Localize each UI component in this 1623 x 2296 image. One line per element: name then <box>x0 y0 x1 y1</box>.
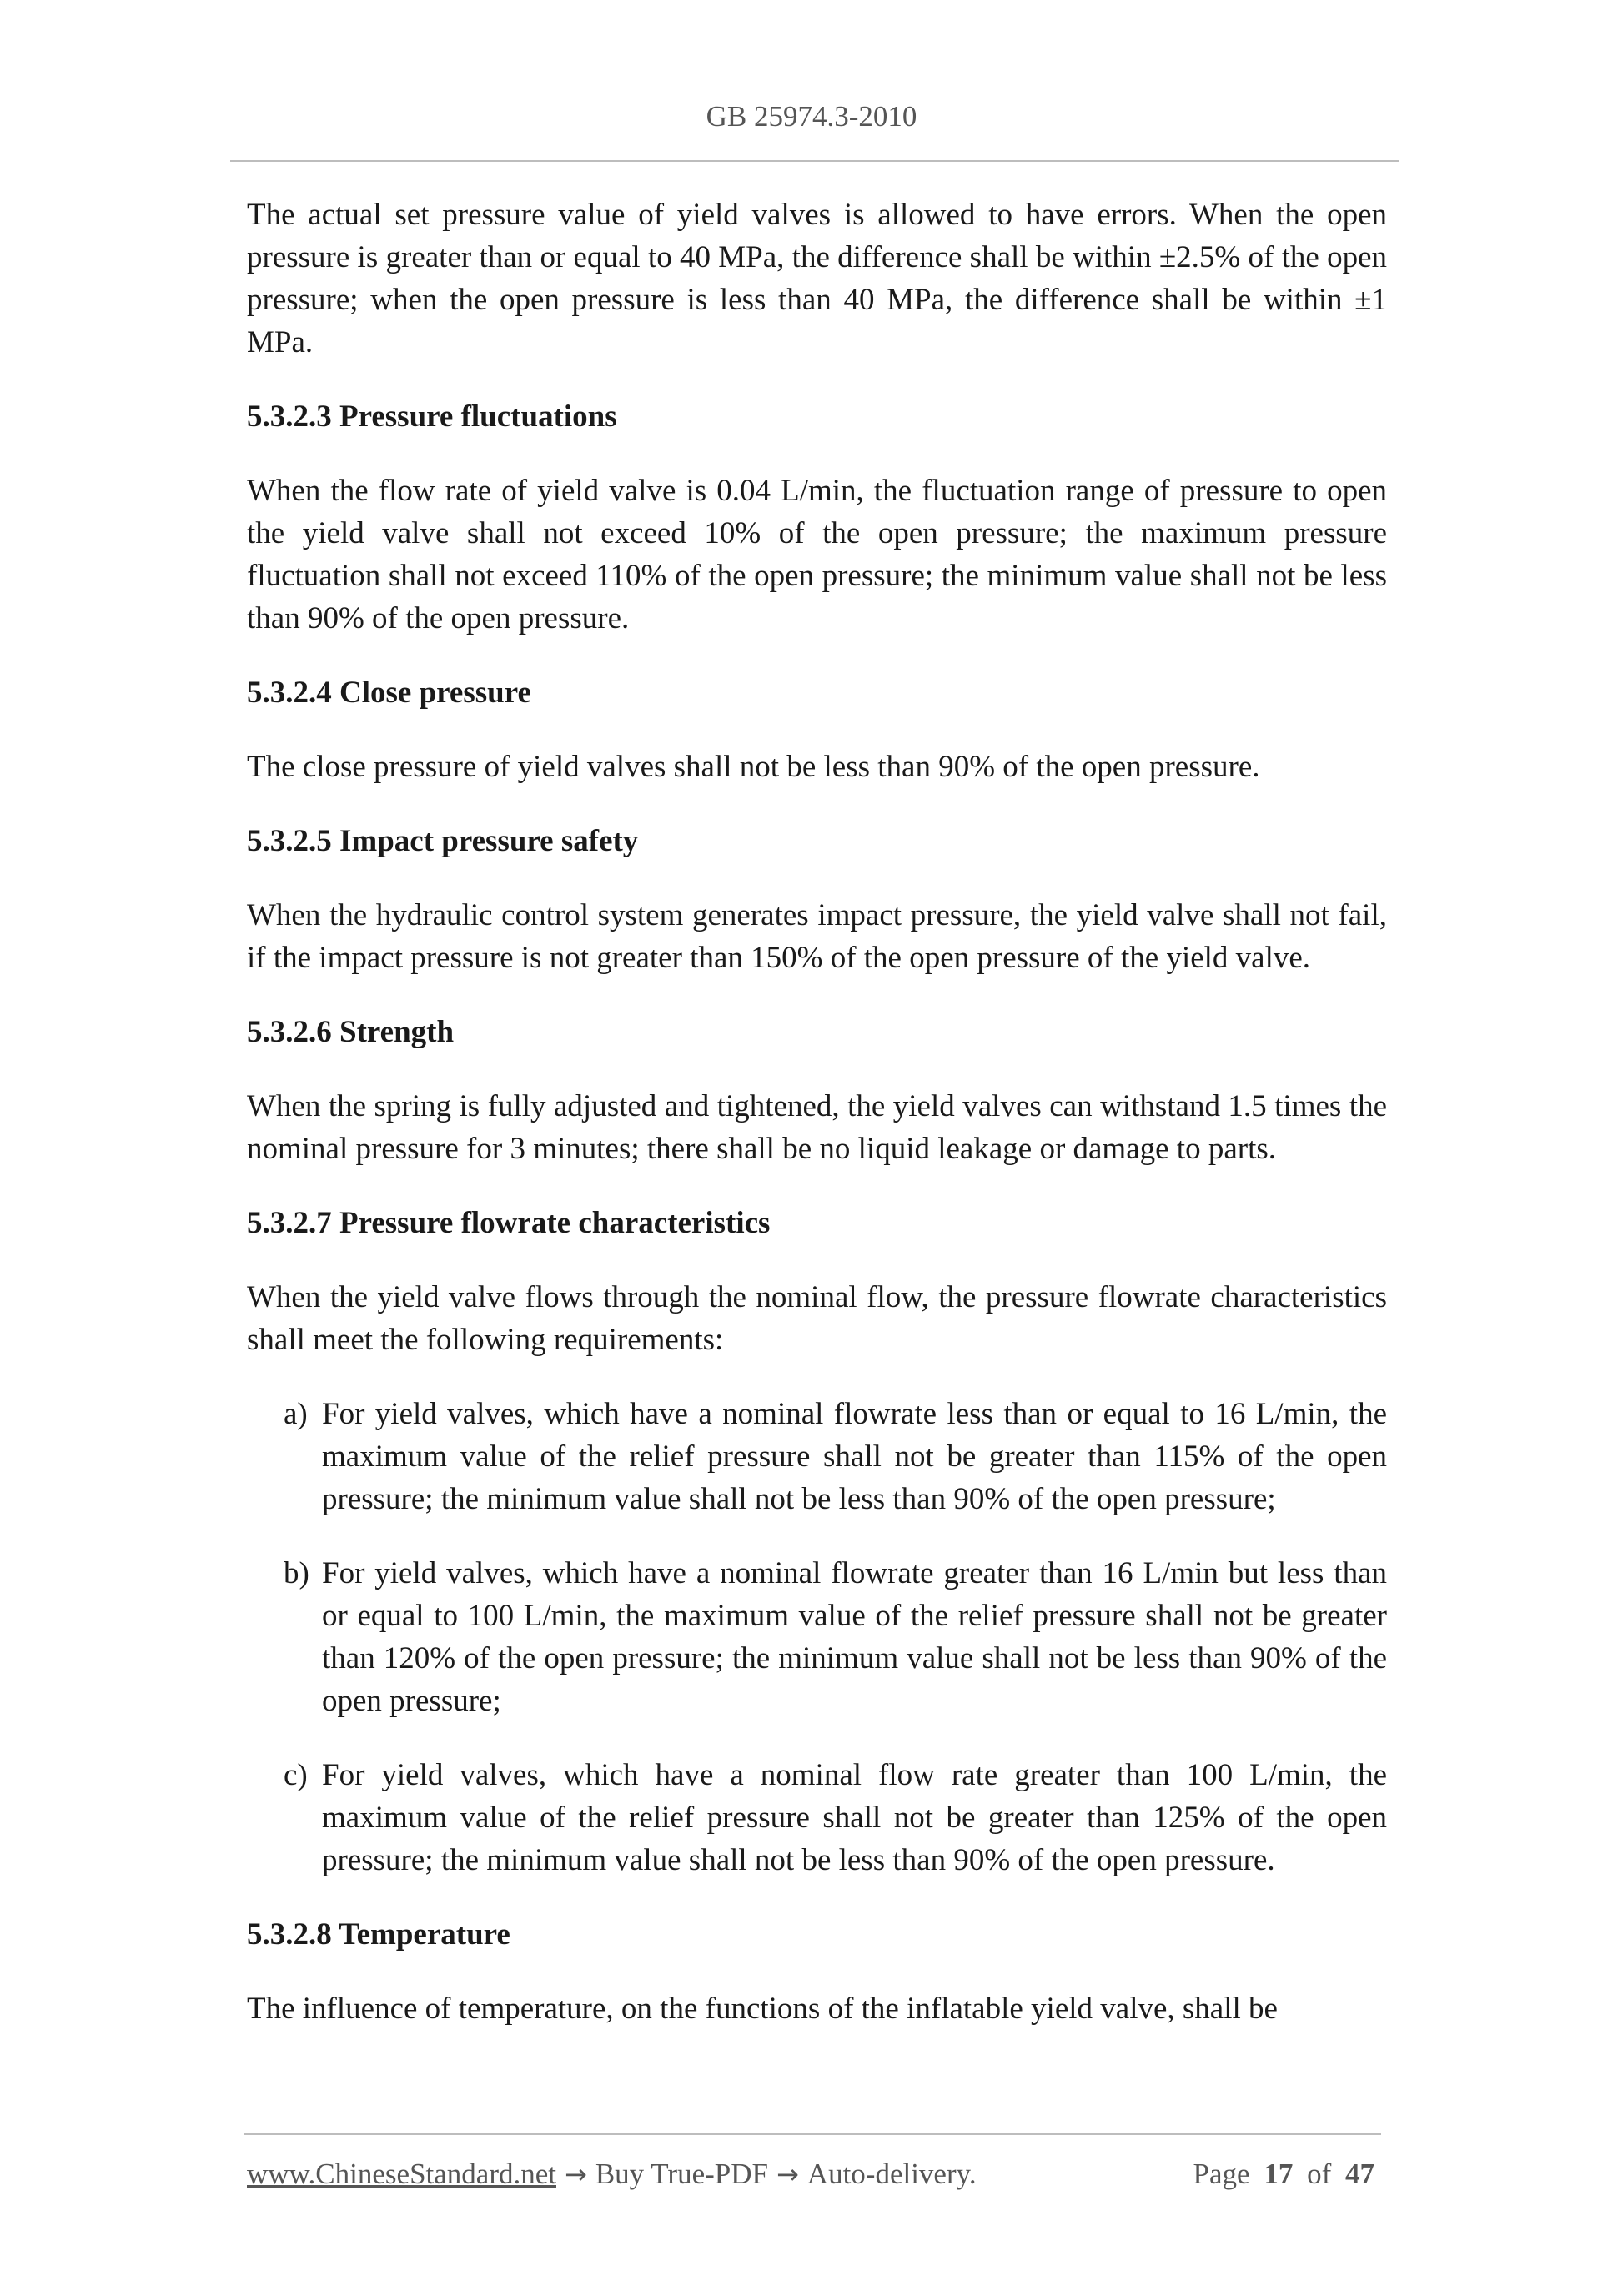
section-heading-5-3-2-8: 5.3.2.8 Temperature <box>247 1917 510 1952</box>
arrow-right-icon: → <box>565 2158 587 2190</box>
intro-paragraph: The actual set pressure value of yield valves is allowed to have errors. When the open pressure is greater than or equal to 40 MPa, the difference shall be within ±2.5% of the open pressure; when the open pressure is less than 40 MPa, the difference shall be within ±1 MPa. <box>247 198 1387 359</box>
site-link[interactable]: www.ChineseStandard.net <box>247 2158 556 2190</box>
list-item-a <box>284 1393 1387 1520</box>
section-heading-5-3-2-3: 5.3.2.3 Pressure fluctuations <box>247 399 617 434</box>
list-item-b <box>284 1552 1387 1722</box>
section-text-5-3-2-6: When the spring is fully adjusted and tightened, the yield valves can withstand 1.5 times the nominal pressure for 3 minutes; there shall be no liquid leakage or damage to parts. <box>247 1089 1387 1166</box>
section-heading-5-3-2-5: 5.3.2.5 Impact pressure safety <box>247 824 639 858</box>
section-text-5-3-2-4: The close pressure of yield valves shall not be less than 90% of the open pressure. <box>247 750 1260 784</box>
list-marker: b) <box>284 1556 309 1590</box>
footer-links <box>247 2158 977 2191</box>
section-text-5-3-2-8: The influence of temperature, on the functions of the inflatable yield valve, shall be <box>247 1992 1278 2026</box>
list-marker: c) <box>284 1758 308 1792</box>
page-footer <box>247 2153 1378 2195</box>
list-item-text: For yield valves, which have a nominal flowrate greater than 16 L/min but less than or equal to 100 L/min, the maximum value of the relief pressure shall not be greater than 120% of the open pressure; the minimum value shall not be less than 90% of the open pressure; <box>322 1556 1387 1718</box>
list-item-text: For yield valves, which have a nominal flow rate greater than 100 L/min, the maximum value of the relief pressure shall not be greater than 125% of the open pressure; the minimum value shall not be less than 90% of the open pressure. <box>322 1758 1387 1877</box>
list-marker: a) <box>284 1397 308 1431</box>
total-pages-number: 47 <box>1345 2158 1374 2190</box>
footer-divider <box>244 2133 1381 2135</box>
section-text-5-3-2-5: When the hydraulic control system generates impact pressure, the yield valve shall not fail, if the impact pressure is not greater than 150% of the open pressure of the yield valve. <box>247 898 1387 975</box>
document-header: GB 25974.3-2010 <box>706 100 917 133</box>
header-divider <box>230 160 1399 162</box>
current-page-number: 17 <box>1264 2158 1294 2190</box>
section-heading-5-3-2-7: 5.3.2.7 Pressure flowrate characteristics <box>247 1206 771 1240</box>
list-item-text: For yield valves, which have a nominal flowrate less than or equal to 16 L/min, the maximum value of the relief pressure shall not be greater than 115% of the open pressure; the minimum value shall not be less than 90% of the open pressure; <box>322 1397 1387 1516</box>
buy-true-pdf-text: Buy True-PDF <box>595 2158 768 2190</box>
section-heading-5-3-2-6: 5.3.2.6 Strength <box>247 1015 455 1049</box>
list-item-c <box>284 1754 1387 1882</box>
section-heading-5-3-2-4: 5.3.2.4 Close pressure <box>247 676 531 710</box>
section-text-5-3-2-7: When the yield valve flows through the nominal flow, the pressure flowrate characteristics shall meet the following requirements: <box>247 1280 1387 1357</box>
page-indicator <box>1190 2158 1378 2191</box>
page-content <box>247 193 1387 2030</box>
page-of-label: of <box>1307 2158 1332 2190</box>
section-text-5-3-2-3: When the flow rate of yield valve is 0.04 L/min, the fluctuation range of pressure to open the yield valve shall not exceed 10% of the open pressure; the maximum pressure fluctuation shall not exceed 110% of the open pressure; the minimum value shall not be less than 90% of the open pressure. <box>247 474 1387 636</box>
page-label: Page <box>1193 2158 1250 2190</box>
arrow-right-icon: → <box>776 2158 799 2190</box>
auto-delivery-text: Auto-delivery. <box>806 2158 977 2190</box>
